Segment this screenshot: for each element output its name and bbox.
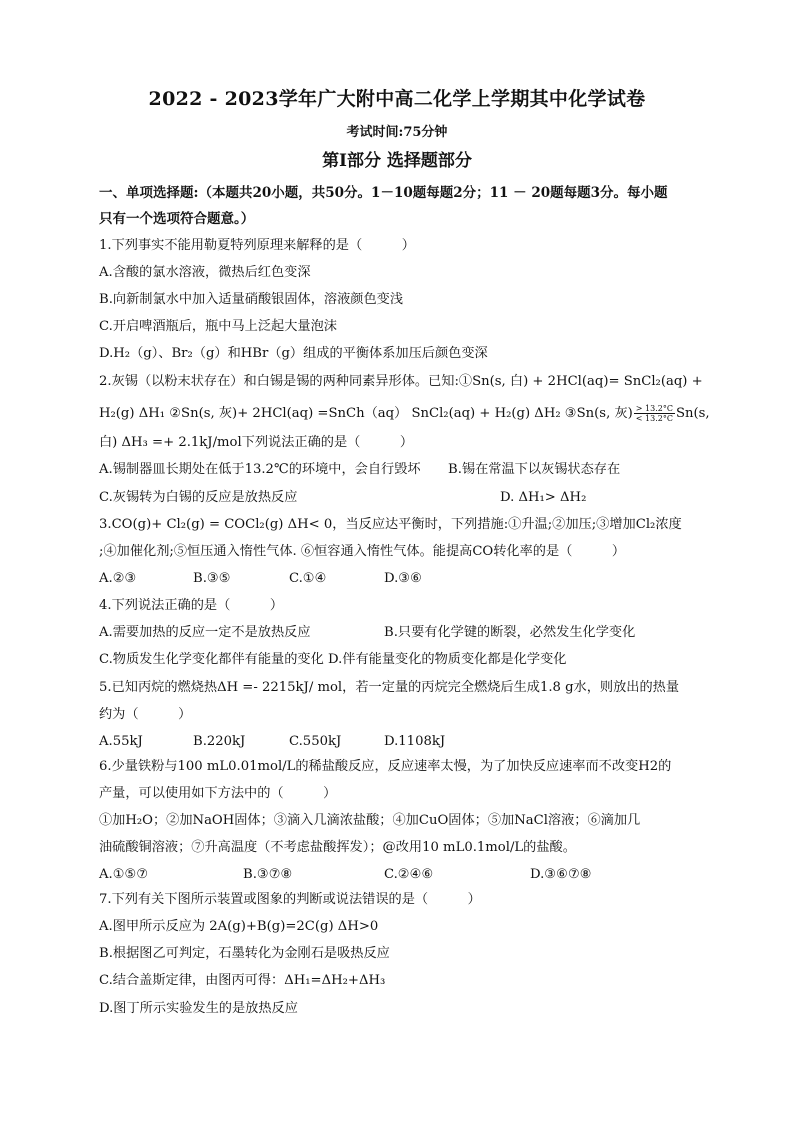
- q6-stem-line2: 产量，可以使用如下方法中的（ ）: [99, 786, 337, 801]
- q6-option-c: C.②④⑥: [384, 867, 434, 882]
- q2-stem-line2-end: Sn(s,: [675, 406, 710, 421]
- q5-stem-line2: 约为（ ）: [99, 707, 192, 722]
- q6-stem-line4: 油硫酸铜溶液；⑦升高温度（不考虑盐酸挥发）；@改用10 mL0.1mol/L的盐酸。: [99, 840, 576, 855]
- q2-stem-line3: 白) ΔH₃ =+ 2.1kJ/mol下列说法正确的是（ ）: [99, 435, 414, 450]
- q1-option-a: A.含酸的氯水溶液，微热后红色变深: [99, 265, 311, 280]
- q2-option-d: D. ΔH₁> ΔH₂: [500, 490, 587, 505]
- q3-option-c: C.①④: [289, 571, 327, 586]
- q7-option-b: B.根据图乙可判定，石墨转化为金刚石是吸热反应: [99, 946, 390, 961]
- q5-option-d: D.1108kJ: [384, 734, 446, 749]
- q4-option-c-d: C.物质发生化学变化都伴有能量的变化 D.伴有能量变化的物质变化都是化学变化: [99, 652, 567, 667]
- q5-stem-line1: 5.已知丙烷的燃烧热ΔH =- 2215kJ/ mol，若一定量的丙烷完全燃烧后生成1.8 g水，则放出的热量: [99, 680, 680, 695]
- q2-stem-line1: 2.灰锡（以粉末状存在）和白锡是锡的两种同素异形体。已知:①Sn(s, 白) + 2HCl(aq)= SnCl₂(aq) +: [99, 374, 703, 389]
- q6-option-d: D.③⑥⑦⑧: [530, 867, 592, 882]
- q3-option-a: A.②③: [99, 571, 137, 586]
- q2-option-c: C.灰锡转为白锡的反应是放热反应: [99, 490, 298, 505]
- section-instruction-line2: 只有一个选项符合题意。）: [99, 211, 255, 227]
- q5-option-a: A.55kJ: [99, 734, 143, 749]
- q5-option-c: C.550kJ: [289, 734, 342, 749]
- q4-option-a: A.需要加热的反应一定不是放热反应: [99, 625, 311, 640]
- q6-stem-line3: ①加H₂O；②加NaOH固体；③滴入几滴浓盐酸；④加CuO固体；⑤加NaCl溶液；⑥滴加几: [99, 813, 641, 828]
- q2-option-b: B.锡在常温下以灰锡状态存在: [448, 462, 621, 477]
- exam-time: 考试时间:75分钟: [346, 125, 448, 140]
- q7-option-d: D.图丁所示实验发生的是放热反应: [99, 1001, 298, 1016]
- q3-stem-line1: 3.CO(g)+ Cl₂(g) = COCl₂(g) ΔH< 0，当反应达平衡时，下列措施:①升温;②加压;③增加Cl₂浓度: [99, 517, 682, 532]
- q6-stem-line1: 6.少量铁粉与100 mL0.01mol/L的稀盐酸反应，反应速率太慢，为了加快反应速率而不改变H2的: [99, 759, 672, 774]
- q3-stem-line2: ;④加催化剂;⑤恒压通入惰性气体. ⑥恒容通入惰性气体。能提高CO转化率的是（ ）: [99, 544, 626, 559]
- q1-option-d: D.H₂（g）、Br₂（g）和HBr（g）组成的平衡体系加压后颜色变深: [99, 346, 488, 361]
- q7-stem: 7.下列有关下图所示装置或图象的判断或说法错误的是（ ）: [99, 892, 481, 907]
- q7-option-c: C.结合盖斯定律，由图丙可得：ΔH₁=ΔH₂+ΔH₃: [99, 973, 386, 988]
- reaction-condition-arrow: [634, 404, 675, 423]
- condition-below: < 13.2°C: [635, 414, 673, 423]
- q2-stem-line2-text: H₂(g) ΔH₁ ②Sn(s, 灰)+ 2HCl(aq) =SnCh（aq） SnCl₂(aq) + H₂(g) ΔH₂ ③Sn(s, 灰): [99, 406, 633, 421]
- q5-option-b: B.220kJ: [193, 734, 246, 749]
- q6-option-a: A.①⑤⑦: [99, 867, 149, 882]
- q1-stem: 1.下列事实不能用勒夏特列原理来解释的是（ ）: [99, 238, 415, 253]
- part-heading: 第Ⅰ部分 选择题部分: [322, 151, 472, 171]
- condition-above: > 13.2°C: [635, 404, 673, 413]
- q1-option-b: B.向新制氯水中加入适量硝酸银固体，溶液颜色变浅: [99, 292, 404, 307]
- q2-option-a: A.锡制器皿长期处在低于13.2℃的环境中，会自行毁坏: [99, 462, 421, 477]
- q4-option-b: B.只要有化学键的断裂，必然发生化学变化: [384, 625, 636, 640]
- q2-stem-line2: [99, 404, 710, 423]
- q3-option-b: B.③⑤: [193, 571, 231, 586]
- q4-stem: 4.下列说法正确的是（ ）: [99, 598, 284, 613]
- section-instruction-line1: 一、单项选择题:（本题共20小题，共50分。1－10题每题2分；11 － 20题每题3分。每小题: [99, 185, 668, 201]
- exam-title: 2022 - 2023学年广大附中高二化学上学期其中化学试卷: [148, 88, 646, 110]
- q1-option-c: C.开启啤酒瓶后，瓶中马上泛起大量泡沫: [99, 319, 337, 334]
- q7-option-a: A.图甲所示反应为 2A(g)+B(g)=2C(g) ΔH>0: [99, 919, 379, 934]
- q6-option-b: B.③⑦⑧: [243, 867, 293, 882]
- q3-option-d: D.③⑥: [384, 571, 422, 586]
